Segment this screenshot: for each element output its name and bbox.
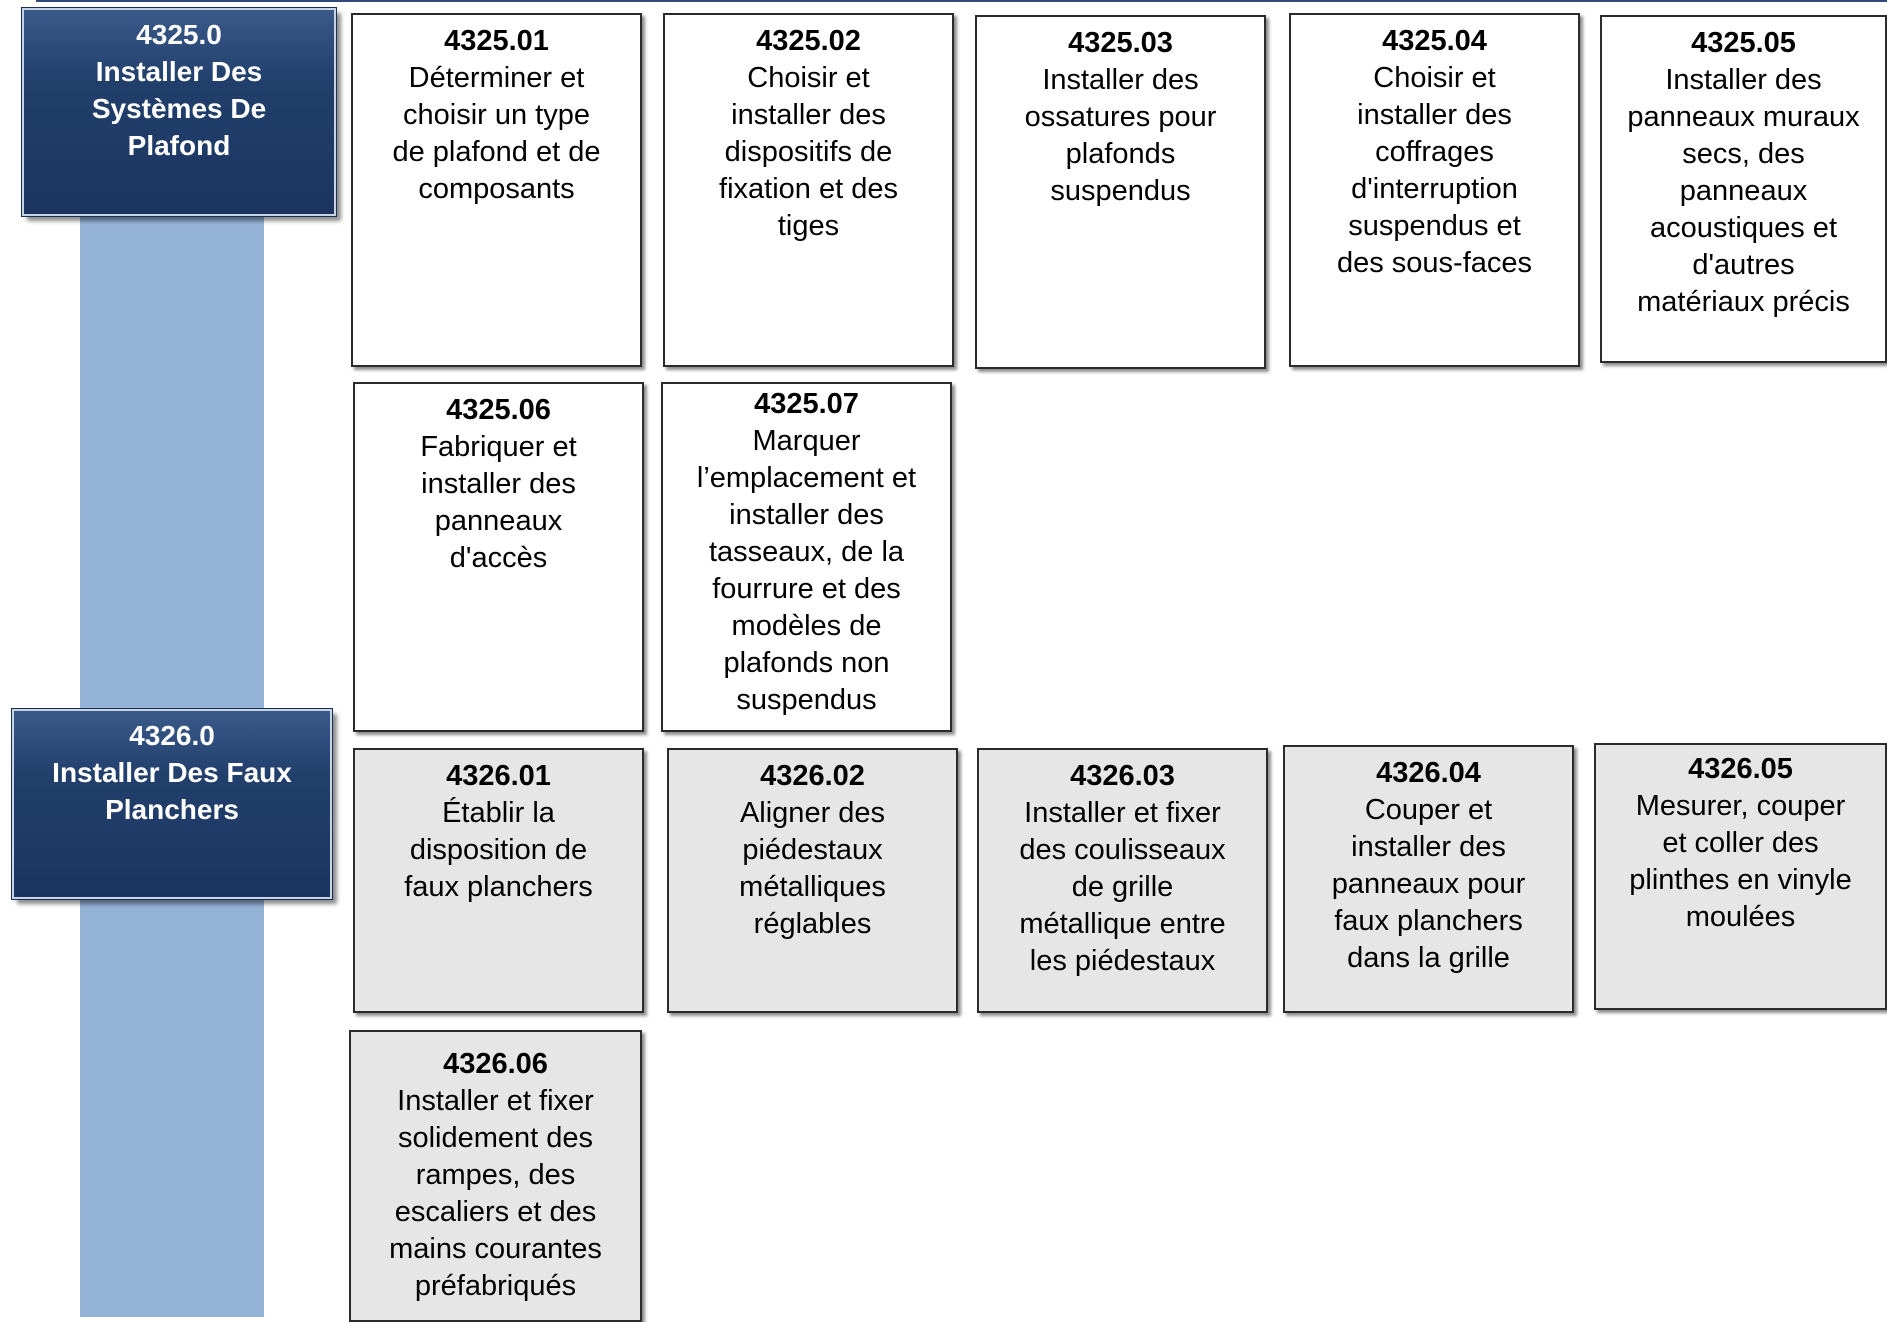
task-code: 4326.05 <box>1688 753 1793 785</box>
task-code: 4325.03 <box>1068 27 1173 59</box>
task-card-4326-06 <box>349 1030 642 1322</box>
task-description: Installer et fixer solidement des rampes, des escaliers et des mains courantes préfabriqués <box>389 1085 602 1302</box>
top-rule <box>36 0 1887 2</box>
task-description: Mesurer, couper et coller des plinthes en vinyle moulées <box>1629 790 1852 933</box>
task-description: Déterminer et choisir un type de plafond et de composants <box>392 62 601 205</box>
task-description: Fabriquer et installer des panneaux d'accès <box>420 431 577 574</box>
task-description: Choisir et installer des coffrages d'interruption suspendus et des sous-faces <box>1336 62 1533 279</box>
task-card-4325-01 <box>351 13 642 367</box>
task-description: Marquer l’emplacement et installer des tasseaux, de la fourrure et des modèles de plafonds non suspendus <box>696 425 917 716</box>
task-code: 4325.04 <box>1382 25 1487 57</box>
task-description: Établir la disposition de faux planchers <box>404 797 593 903</box>
task-code: 4326.02 <box>760 760 865 792</box>
duty-code: 4326.0 <box>129 720 215 751</box>
task-description: Aligner des piédestaux métalliques réglables <box>739 797 886 940</box>
task-card-4325-07 <box>661 382 952 732</box>
task-code: 4325.06 <box>446 394 551 426</box>
task-card-4325-06 <box>353 382 644 732</box>
task-card-4326-03 <box>977 748 1268 1013</box>
duty-title-line: Installer Des <box>95 56 263 87</box>
task-code: 4326.04 <box>1376 757 1481 789</box>
task-description: Installer et fixer des coulisseaux de grille métallique entre les piédestaux <box>1019 797 1226 977</box>
task-card-4326-05 <box>1594 743 1887 1010</box>
task-card-4325-04 <box>1289 13 1580 367</box>
task-card-4326-02 <box>667 748 958 1013</box>
task-code: 4325.07 <box>754 388 859 420</box>
task-code: 4326.03 <box>1070 760 1175 792</box>
task-description: Installer des panneaux muraux secs, des panneaux acoustiques et d'autres matériaux précis <box>1627 64 1860 318</box>
task-description: Choisir et installer des dispositifs de fixation et des tiges <box>719 62 898 242</box>
duty-title-line: Plafond <box>127 130 231 161</box>
task-description: Couper et installer des panneaux pour faux planchers dans la grille <box>1331 794 1526 974</box>
task-card-4326-04 <box>1283 745 1574 1013</box>
task-card-4325-02 <box>663 13 954 367</box>
duty-box-4325 <box>22 8 336 216</box>
task-code: 4325.02 <box>756 25 861 57</box>
task-card-4325-05 <box>1600 15 1887 363</box>
task-code: 4325.05 <box>1691 27 1796 59</box>
task-card-4325-03 <box>975 15 1266 369</box>
task-code: 4326.06 <box>443 1048 548 1080</box>
duty-box-4326 <box>12 709 332 899</box>
task-description: Installer des ossatures pour plafonds suspendus <box>1024 64 1217 207</box>
duty-title-line: Planchers <box>105 794 239 825</box>
task-code: 4326.01 <box>446 760 551 792</box>
duty-title-line: Installer Des Faux <box>52 757 292 788</box>
duty-title-line: Systèmes De <box>91 93 267 124</box>
task-card-4326-01 <box>353 748 644 1013</box>
duty-code: 4325.0 <box>136 19 222 50</box>
task-code: 4325.01 <box>444 25 549 57</box>
